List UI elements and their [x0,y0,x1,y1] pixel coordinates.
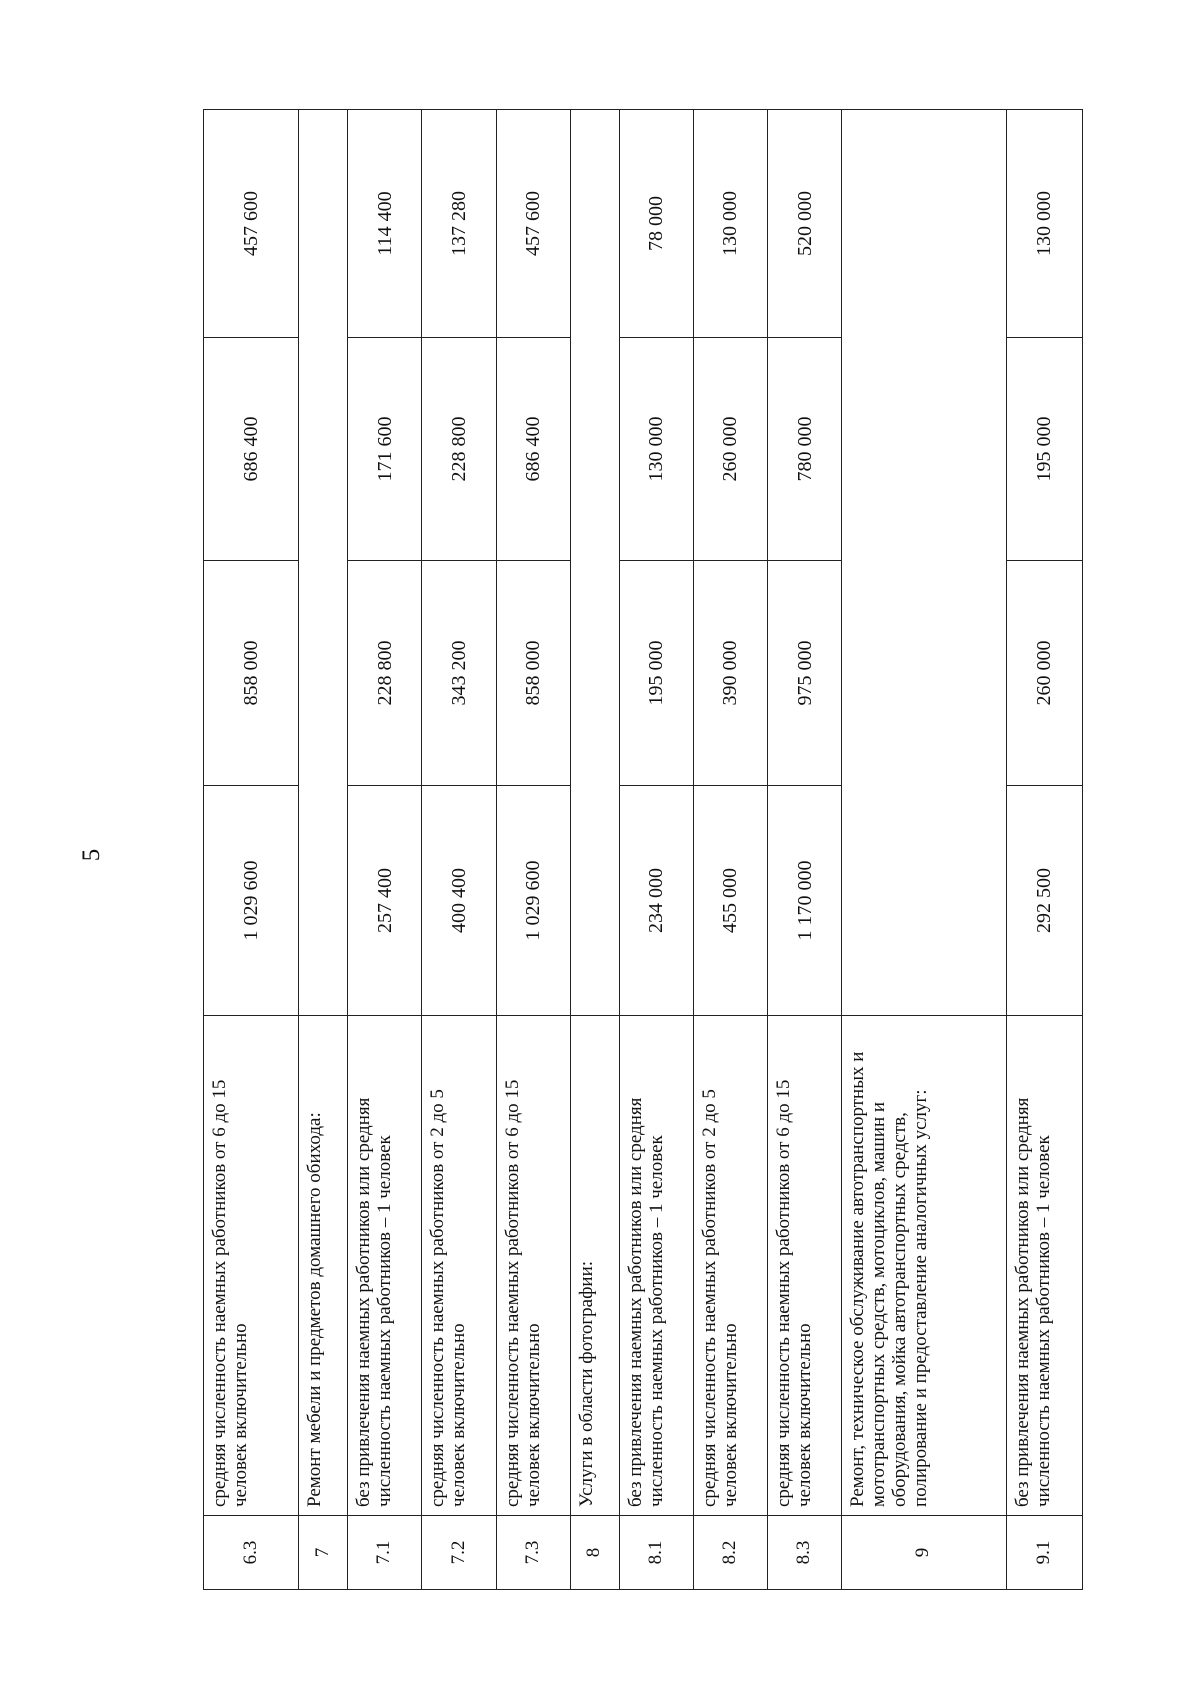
row-value-3: 780 000 [768,338,842,561]
row-number: 8.3 [768,1516,842,1590]
rotated-table-wrapper [203,110,1083,1590]
table-row [422,110,496,1590]
row-value-4: 457 600 [204,110,299,338]
row-value-1: 1 029 600 [496,786,570,1016]
row-value-4: 137 280 [422,110,496,338]
section-title: Услуги в области фотографии: [570,1016,619,1516]
row-value-4: 457 600 [496,110,570,338]
row-value-4: 130 000 [1006,110,1082,338]
row-value-2: 343 200 [422,561,496,786]
table-row [693,110,767,1590]
row-number: 7 [299,1516,348,1590]
row-number: 8 [570,1516,619,1590]
table-row [204,110,299,1590]
row-value-1: 234 000 [619,786,693,1016]
table-row [1006,110,1082,1590]
row-value-2: 195 000 [619,561,693,786]
row-value-4: 78 000 [619,110,693,338]
row-number: 8.2 [693,1516,767,1590]
fee-table [203,109,1083,1590]
row-value-1: 400 400 [422,786,496,1016]
row-value-2: 858 000 [204,561,299,786]
section-row [842,110,1006,1590]
section-row [299,110,348,1590]
row-description: средняя численность наемных работников от 2 до 5 человек включительно [422,1016,496,1516]
row-number: 9 [842,1516,1006,1590]
row-value-2: 228 800 [348,561,422,786]
row-number: 7.1 [348,1516,422,1590]
row-value-2: 390 000 [693,561,767,786]
row-description: средняя численность наемных работников от 6 до 15 человек включительно [496,1016,570,1516]
row-description: без привлечения наемных работников или средняя численность наемных работников – 1 человек [1006,1016,1082,1516]
row-value-3: 260 000 [693,338,767,561]
row-value-3: 686 400 [204,338,299,561]
row-value-3: 195 000 [1006,338,1082,561]
row-value-3: 228 800 [422,338,496,561]
row-number: 7.2 [422,1516,496,1590]
row-value-1: 1 170 000 [768,786,842,1016]
row-value-1: 292 500 [1006,786,1082,1016]
row-value-1: 1 029 600 [204,786,299,1016]
page-number: 5 [78,848,105,862]
row-description: средняя численность наемных работников от 6 до 15 человек включительно [768,1016,842,1516]
row-value-3: 686 400 [496,338,570,561]
row-value-1: 257 400 [348,786,422,1016]
section-title: Ремонт, техническое обслуживание автотранспортных и мототранспортных средств, мотоциклов, машин и оборудования, мойка автотранспортных средств, полирование и предоставление аналогичных услуг: [842,1016,1006,1516]
row-value-2: 858 000 [496,561,570,786]
section-title: Ремонт мебели и предметов домашнего обихода: [299,1016,348,1516]
row-number: 9.1 [1006,1516,1082,1590]
row-description: без привлечения наемных работников или средняя численность наемных работников – 1 человек [619,1016,693,1516]
row-value-3: 130 000 [619,338,693,561]
section-row [570,110,619,1590]
table-row [348,110,422,1590]
section-blank [842,110,1006,1016]
table-row [619,110,693,1590]
table-row [768,110,842,1590]
row-value-2: 260 000 [1006,561,1082,786]
row-value-4: 520 000 [768,110,842,338]
row-number: 8.1 [619,1516,693,1590]
table-row [496,110,570,1590]
row-number: 6.3 [204,1516,299,1590]
row-description: средняя численность наемных работников от 2 до 5 человек включительно [693,1016,767,1516]
section-blank [299,110,348,1016]
section-blank [570,110,619,1016]
row-number: 7.3 [496,1516,570,1590]
row-value-3: 171 600 [348,338,422,561]
row-value-1: 455 000 [693,786,767,1016]
row-description: средняя численность наемных работников от 6 до 15 человек включительно [204,1016,299,1516]
row-value-4: 130 000 [693,110,767,338]
row-description: без привлечения наемных работников или средняя численность наемных работников – 1 человек [348,1016,422,1516]
row-value-4: 114 400 [348,110,422,338]
row-value-2: 975 000 [768,561,842,786]
